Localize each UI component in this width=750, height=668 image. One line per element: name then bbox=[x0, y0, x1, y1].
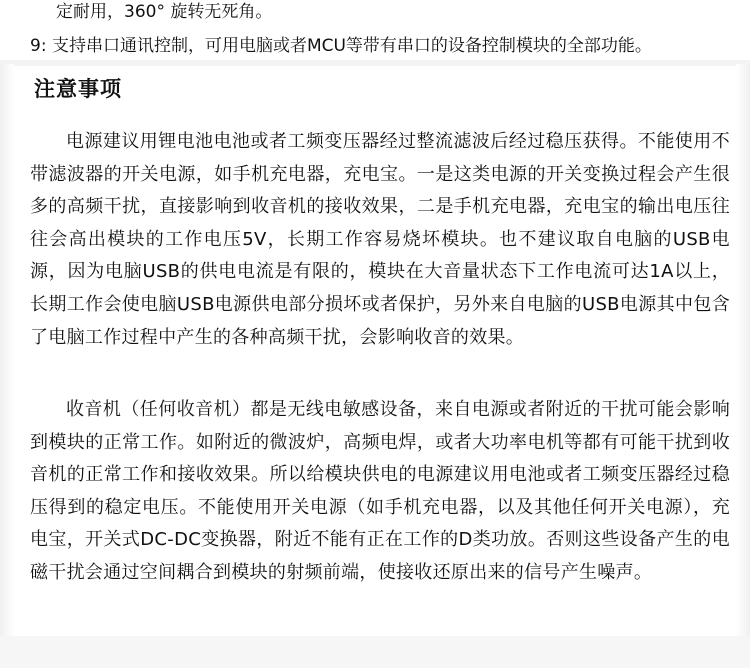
notice-paragraph-power-supply: 电源建议用锂电池电池或者工频变压器经过整流滤波后经过稳压获得。不能使用不带滤波器的开关电源，如手机充电器，充电宝。一是这类电源的开关变换过程会产生很多的高频干扰，直接影响到收音机的接收效果，二是手机充电器，充电宝的输出电压往往会高出模块的工作电压5V，长期工作容易烧坏模块。也不建议取自电脑的USB电源，因为电脑USB的供电电流是有限的，模块在大音量状态下工作电流可达1A以上，长期工作会使电脑USB电源供电部分损坏或者保护，另外来自电脑的USB电源其中包含了电脑工作过程中产生的各种高频干扰，会影响收音的效果。 bbox=[30, 131, 730, 348]
scan-edge-left bbox=[0, 64, 14, 636]
previous-section-continuation bbox=[0, 0, 750, 62]
scan-edge-right bbox=[736, 64, 750, 636]
section-heading: 注意事项 bbox=[34, 77, 122, 101]
scan-edge-bottom bbox=[0, 636, 750, 668]
feature-text-line: 定耐用，360° 旋转无死角。 bbox=[56, 2, 273, 22]
notice-paragraph-interference: 收音机（任何收音机）都是无线电敏感设备，来自电源或者附近的干扰可能会影响到模块的正常工作。如附近的微波炉，高频电焊，或者大功率电机等都有可能干扰到收音机的正常工作和接收效果。所以给模块供电的电源建议用电池或者工频变压器经过稳压得到的稳定电压。不能使用开关电源（如手机充电器，以及其他任何开关电源），充电宝，开关式DC-DC变换器，附近不能有正在工作的D类功放。否则这些设备产生的电磁干扰会通过空间耦合到模块的射频前端，使接收还原出来的信号产生噪声。 bbox=[30, 399, 730, 583]
section-divider bbox=[0, 60, 750, 66]
feature-item-9: 9: 支持串口通讯控制，可用电脑或者MCU等带有串口的设备控制模块的全部功能。 bbox=[30, 36, 652, 56]
